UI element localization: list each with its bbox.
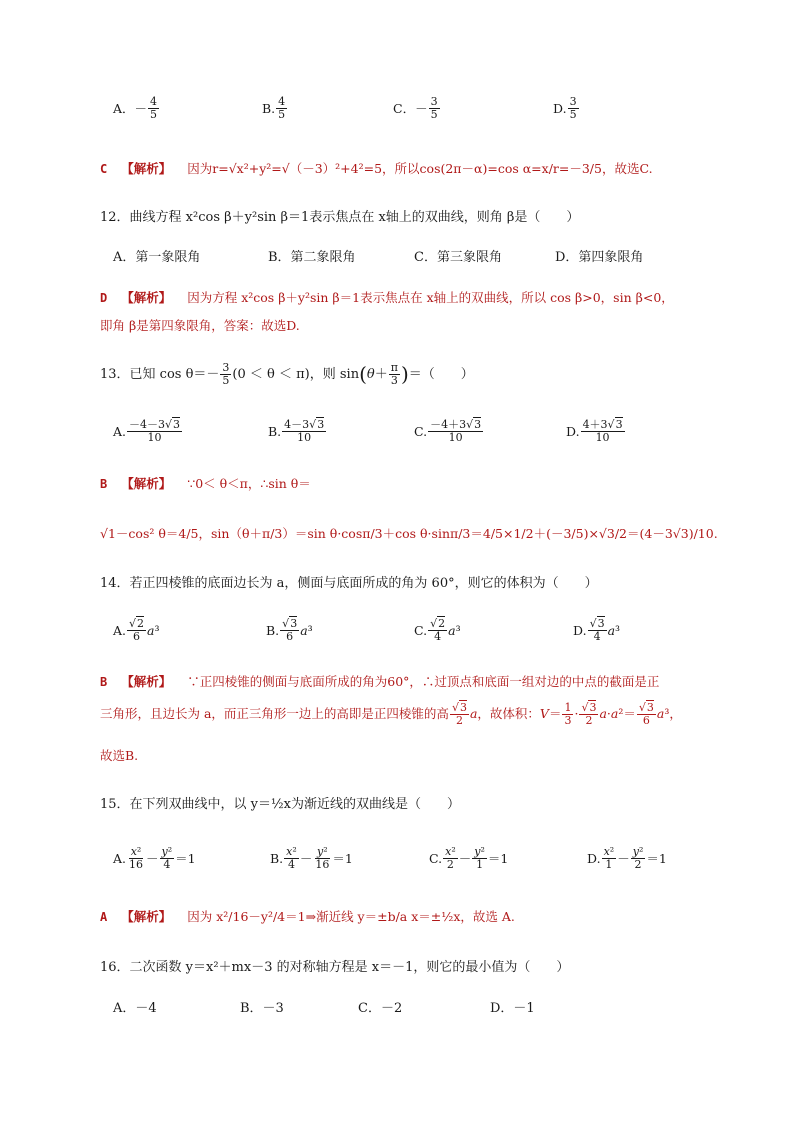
- q13-option-b: B. $\frac{4-3√3}{10}$: [268, 418, 325, 444]
- q14-stem: 14．若正四棱锥的底面边长为 a，侧面与底面所成的角为 60°，则它的体积为（ ）: [100, 576, 598, 591]
- q16-option-c: C．－2: [358, 1001, 403, 1016]
- q14-analysis-line3: 故选B.: [100, 748, 139, 763]
- q13-analysis-cont: √1－cos² θ＝4/5，sin（θ＋π/3）＝sin θ·cosπ/3＋cos θ·sinπ/3＝4/5×1/2＋(－3/5)×√3/2＝(4－3√3)/10.: [100, 526, 718, 541]
- q12-option-c: C．第三象限角: [414, 250, 502, 265]
- q12-option-d: D．第四象限角: [555, 250, 644, 265]
- q14-analysis: B 【解析】 ∵正四棱锥的侧面与底面所成的角为60°，∴过顶点和底面一组对边的中点的截面是正: [100, 674, 660, 690]
- q15-option-a: A. $\frac{\text{x²}}{16}$ － $\frac{\text{y²}}{4}$ ＝1: [113, 845, 196, 871]
- q16-stem: 16．二次函数 y＝x²＋mx－3 的对称轴方程是 x＝－1，则它的最小值为（ ）: [100, 960, 570, 975]
- q12-answer: D: [100, 291, 108, 306]
- q11-option-d: D. $\frac{3}{5}$: [553, 95, 577, 121]
- q14-option-a: A. $\frac{√2}{6}$ a³: [113, 617, 160, 643]
- q15-option-b: B. $\frac{\text{x²}}{4}$ － $\frac{\text{y²}}{16}$ ＝1: [270, 845, 353, 871]
- q15-analysis: A 【解析】 因为 x²/16－y²/4＝1⇒渐近线 y＝±b/a x＝±½x，故选 A.: [100, 909, 515, 925]
- q13-analysis: B 【解析】 ∵0＜ θ＜π，∴sin θ＝: [100, 476, 311, 492]
- q15-answer: A: [100, 910, 108, 925]
- q11-option-b: B. $\frac{4}{5}$: [262, 95, 286, 121]
- q12-stem: 12．曲线方程 x²cos β＋y²sin β＝1表示焦点在 x轴上的双曲线，则角 β是（ ）: [100, 210, 580, 225]
- q16-option-a: A．－4: [113, 1001, 157, 1016]
- q14-option-b: B. $\frac{√3}{6}$ a³: [266, 617, 313, 643]
- q11-option-a: A．－ $\frac{4}{5}$: [113, 95, 158, 121]
- q12-option-a: A．第一象限角: [113, 250, 201, 265]
- q11-option-c: C．－ $\frac{3}{5}$: [393, 95, 438, 121]
- q15-option-c: C. $\frac{\text{x²}}{2}$ － $\frac{\text{y²}}{1}$ ＝1: [429, 845, 509, 871]
- q11-analysis: C 【解析】 因为r=√x²+y²=√（－3）²+4²=5，所以cos(2π－α)=cos α=x/r=－3/5，故选C.: [100, 161, 653, 177]
- q13-stem: 13．已知 cos θ＝－ $\frac{3}{5}$ (0 ＜ θ ＜ π)，则 sin ( θ＋ $\frac{\pi}{3}$ ) ＝（ ）: [100, 361, 474, 387]
- q15-stem: 15．在下列双曲线中，以 y＝½x为渐近线的双曲线是（ ）: [100, 797, 460, 812]
- q14-option-c: C. $\frac{√2}{4}$ a³: [414, 617, 461, 643]
- q16-option-d: D．－1: [490, 1001, 535, 1016]
- q12-analysis: D 【解析】 因为方程 x²cos β＋y²sin β＝1表示焦点在 x轴上的双曲线，所以 cos β>0，sin β<0，: [100, 290, 674, 306]
- q14-analysis-line2: 三角形，且边长为 a，而正三角形一边上的高即是正四棱锥的高 $\frac{√3}{2}$ a，故体积：V＝ $\frac{1}{3}$ · $\frac{√3}{2}$ a·a²＝ $\frac{√3}{6}$ a³，: [100, 701, 682, 727]
- q11-answer: C: [100, 162, 108, 177]
- q14-answer: B: [100, 675, 108, 690]
- q12-option-b: B．第二象限角: [268, 250, 356, 265]
- q13-option-a: A. $\frac{-4-3√3}{10}$: [113, 418, 181, 444]
- q15-option-d: D. $\frac{\text{x²}}{1}$ － $\frac{\text{y²}}{2}$ ＝1: [587, 845, 667, 871]
- q12-analysis-cont: 即角 β是第四象限角，答案：故选D.: [100, 318, 300, 333]
- q13-answer: B: [100, 477, 108, 492]
- q16-option-b: B．－3: [240, 1001, 284, 1016]
- q13-option-d: D. $\frac{4+3√3}{10}$: [566, 418, 623, 444]
- q13-option-c: C. $\frac{-4+3√3}{10}$: [414, 418, 482, 444]
- q14-option-d: D. $\frac{√3}{4}$ a³: [573, 617, 621, 643]
